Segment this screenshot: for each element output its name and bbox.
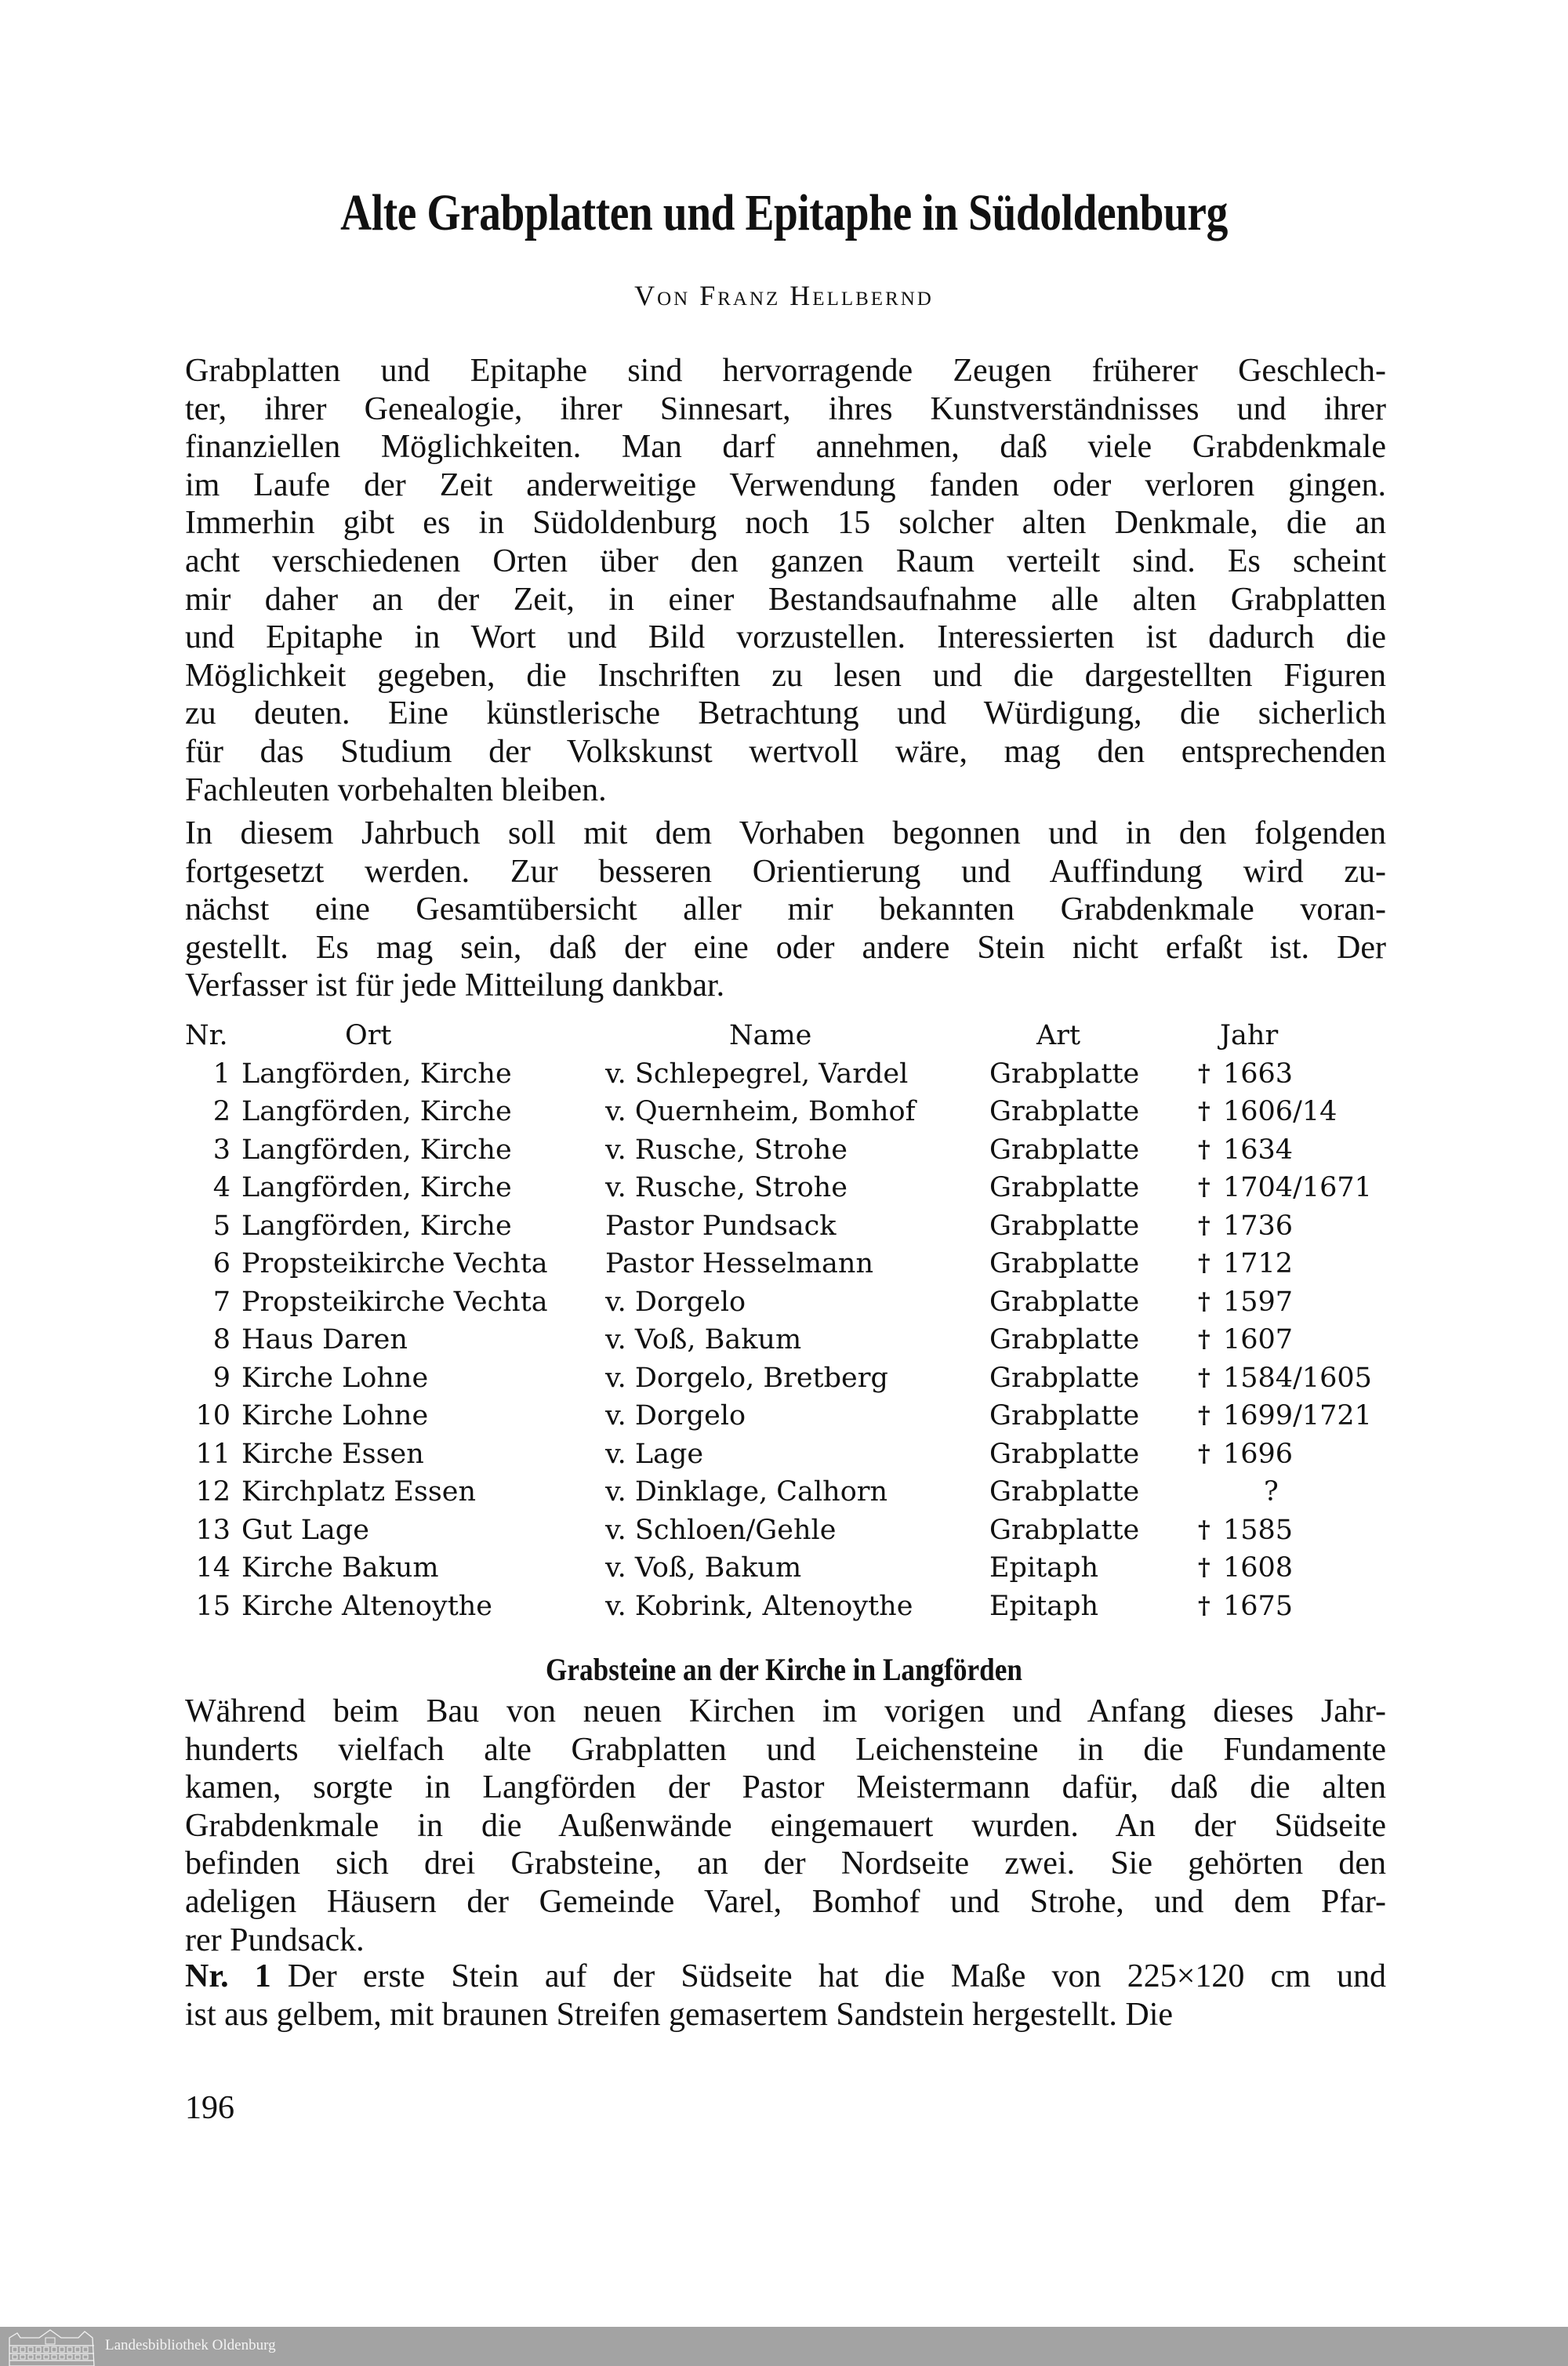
text-line: hunderts vielfach alte Grabplatten und Leichensteine in die Fundamente [185, 1731, 1386, 1768]
footer-library-name: Landesbibliothek Oldenburg [105, 2337, 276, 2353]
cell-jahr: 1663 [1223, 1058, 1294, 1090]
cell-nr: 15 [195, 1590, 230, 1622]
cell-jahr: 1607 [1223, 1324, 1294, 1355]
cell-name: Pastor Hesselmann [605, 1248, 874, 1279]
cell-ort: Langförden, Kirche [241, 1058, 512, 1090]
cell-nr: 6 [212, 1248, 230, 1279]
cell-jahr: ? [1264, 1476, 1279, 1508]
cell-jahr: 1608 [1223, 1552, 1294, 1584]
text-line: Verfasser ist für jede Mitteilung dankbar. [185, 967, 725, 1004]
table-row [185, 1397, 1408, 1435]
death-cross-icon: † [1198, 1174, 1210, 1201]
section-heading: Grabsteine an der Kirche in Langförden [546, 1652, 1022, 1687]
text-line: adeligen Häusern der Gemeinde Varel, Bomhof und Strohe, und dem Pfar- [185, 1883, 1386, 1920]
text-line: Grabplatten und Epitaphe sind hervorragende Zeugen früherer Geschlech- [185, 353, 1386, 389]
text-line: kamen, sorgte in Langförden der Pastor Meistermann dafür, daß die alten [185, 1769, 1386, 1806]
cell-art: Grabplatte [989, 1134, 1140, 1166]
header-ort: Ort [345, 1020, 392, 1051]
death-cross-icon: † [1198, 1250, 1210, 1277]
cell-nr: 5 [212, 1210, 230, 1242]
cell-ort: Kirche Lohne [241, 1400, 429, 1432]
text-line: ist aus gelbem, mit braunen Streifen gemasertem Sandstein hergestellt. Die [185, 1996, 1174, 2033]
death-cross-icon: † [1198, 1402, 1210, 1429]
text-line: In diesem Jahrbuch soll mit dem Vorhaben begonnen und in den folgenden [185, 815, 1386, 851]
text-line: Grabdenkmale in die Außenwände eingemauert wurden. An der Südseite [185, 1807, 1386, 1844]
cell-ort: Gut Lage [241, 1514, 369, 1546]
text-line: fortgesetzt werden. Zur besseren Orientierung und Auffindung wird zu- [185, 853, 1386, 890]
table-row [185, 1169, 1408, 1207]
cell-name: v. Kobrink, Altenoythe [605, 1590, 913, 1622]
cell-art: Grabplatte [989, 1248, 1140, 1279]
cell-name: v. Rusche, Strohe [605, 1134, 848, 1166]
cell-ort: Langförden, Kirche [241, 1134, 512, 1166]
death-cross-icon: † [1198, 1059, 1210, 1087]
cell-jahr: 1699/1721 [1223, 1400, 1372, 1432]
cell-ort: Langförden, Kirche [241, 1172, 512, 1203]
cell-nr: 11 [195, 1438, 230, 1470]
death-cross-icon: † [1198, 1591, 1210, 1620]
cell-name: v. Dinklage, Calhorn [605, 1476, 888, 1508]
cell-ort: Kirche Bakum [241, 1552, 439, 1584]
death-cross-icon: † [1198, 1098, 1210, 1125]
cell-jahr: 1675 [1223, 1590, 1294, 1622]
entry-nr-1-paragraph [185, 1958, 1386, 2034]
cell-jahr: 1584/1605 [1223, 1362, 1372, 1394]
cell-ort: Langförden, Kirche [241, 1096, 512, 1127]
cell-nr: 14 [195, 1552, 230, 1584]
death-cross-icon: † [1198, 1515, 1210, 1544]
cell-jahr: 1696 [1223, 1438, 1294, 1470]
death-cross-icon: † [1198, 1211, 1210, 1239]
cell-name: v. Lage [605, 1438, 704, 1470]
cell-ort: Propsteikirche Vechta [241, 1248, 548, 1279]
table-row [185, 1511, 1408, 1550]
cell-name: v. Dorgelo [605, 1400, 746, 1432]
table-row [185, 1283, 1408, 1322]
cell-jahr: 1736 [1223, 1210, 1294, 1242]
text-line: im Laufe der Zeit anderweitige Verwendung fanden oder verloren gingen. [185, 466, 1386, 503]
cell-art: Grabplatte [989, 1058, 1140, 1090]
table-header-row [185, 1017, 1408, 1055]
cell-ort: Kirche Altenoythe [241, 1590, 493, 1622]
cell-art: Epitaph [989, 1552, 1099, 1584]
cell-ort: Propsteikirche Vechta [241, 1286, 548, 1318]
cell-nr: 10 [195, 1400, 230, 1432]
text-line: und Epitaphe in Wort und Bild vorzustellen. Interessierten ist dadurch die [185, 619, 1386, 656]
cell-name: v. Schlepegrel, Vardel [605, 1058, 909, 1090]
text-line: Während beim Bau von neuen Kirchen im vorigen und Anfang dieses Jahr- [185, 1693, 1386, 1729]
intro-paragraph-1 [185, 352, 1386, 809]
text-line: nächst eine Gesamtübersicht aller mir bekannten Grabdenkmale voran- [185, 891, 1386, 928]
page-number: 196 [185, 2090, 234, 2126]
entry-label: Nr. 1 [185, 1958, 288, 1994]
cell-art: Grabplatte [989, 1096, 1140, 1127]
header-nr: Nr. [185, 1020, 228, 1051]
header-name: Name [729, 1020, 812, 1051]
cell-art: Grabplatte [989, 1514, 1140, 1546]
text-line: gestellt. Es mag sein, daß der eine oder andere Stein nicht erfaßt ist. Der [185, 929, 1386, 966]
monuments-table [185, 1017, 1408, 1625]
death-cross-icon: † [1198, 1326, 1210, 1353]
table-row [185, 1245, 1408, 1283]
text-line: befinden sich drei Grabsteine, an der Nordseite zwei. Sie gehörten den [185, 1845, 1386, 1882]
footer-bar [0, 2327, 1568, 2366]
cell-ort: Kirche Lohne [241, 1362, 429, 1394]
cell-name: Pastor Pundsack [605, 1210, 837, 1242]
cell-jahr: 1712 [1223, 1248, 1294, 1279]
intro-paragraph-2 [185, 815, 1386, 1005]
death-cross-icon: † [1198, 1363, 1210, 1392]
cell-name: v. Schloen/Gehle [605, 1514, 837, 1546]
cell-art: Epitaph [989, 1590, 1099, 1622]
cell-nr: 4 [212, 1172, 230, 1203]
cell-name: v. Voß, Bakum [605, 1324, 802, 1355]
table-row [185, 1207, 1408, 1246]
text-line: Fachleuten vorbehalten bleiben. [185, 771, 607, 808]
cell-nr: 1 [212, 1058, 230, 1090]
cell-art: Grabplatte [989, 1324, 1140, 1355]
table-row [185, 1549, 1408, 1588]
table-row [185, 1588, 1408, 1626]
text-line: Immerhin gibt es in Südoldenburg noch 15 solcher alten Denkmale, die an [185, 505, 1386, 542]
header-jahr: Jahr [1220, 1020, 1279, 1051]
text-line: für das Studium der Volkskunst wertvoll wäre, mag den entsprechenden [185, 733, 1386, 770]
text-line: rer Pundsack. [185, 1921, 365, 1958]
cell-name: v. Voß, Bakum [605, 1552, 802, 1584]
table-row [185, 1093, 1408, 1131]
cell-art: Grabplatte [989, 1172, 1140, 1203]
cell-art: Grabplatte [989, 1210, 1140, 1242]
text-line: Nr. 1 Der erste Stein auf der Südseite hat die Maße von 225×120 cm und [185, 1958, 1387, 1994]
cell-nr: 8 [212, 1324, 230, 1355]
cell-nr: 2 [212, 1096, 230, 1127]
section-paragraph [185, 1693, 1386, 1959]
death-cross-icon: † [1198, 1554, 1210, 1581]
cell-jahr: 1634 [1223, 1134, 1294, 1166]
cell-name: v. Dorgelo, Bretberg [605, 1362, 888, 1394]
cell-ort: Haus Daren [241, 1324, 408, 1355]
text-line: zu deuten. Eine künstlerische Betrachtung und Würdigung, die sicherlich [185, 695, 1386, 732]
cell-ort: Langförden, Kirche [241, 1210, 512, 1242]
table-row [185, 1321, 1408, 1359]
cell-jahr: 1585 [1223, 1514, 1294, 1546]
text-line: Möglichkeit gegeben, die Inschriften zu lesen und die dargestellten Figuren [185, 657, 1386, 694]
table-row [185, 1131, 1408, 1170]
cell-jahr: 1606/14 [1223, 1096, 1338, 1127]
cell-jahr: 1597 [1223, 1286, 1294, 1318]
cell-name: v. Dorgelo [605, 1286, 746, 1318]
cell-art: Grabplatte [989, 1438, 1140, 1470]
library-building-icon [6, 2328, 97, 2366]
cell-jahr: 1704/1671 [1223, 1172, 1372, 1203]
header-art: Art [1036, 1020, 1081, 1051]
text-line: mir daher an der Zeit, in einer Bestandsaufnahme alle alten Grabplatten [185, 581, 1386, 618]
cell-art: Grabplatte [989, 1400, 1140, 1432]
table-row [185, 1473, 1408, 1511]
table-row [185, 1435, 1408, 1474]
cell-art: Grabplatte [989, 1362, 1140, 1394]
text-line: ter, ihrer Genealogie, ihrer Sinnesart, ihres Kunstverständnisses und ihrer [185, 390, 1386, 427]
article-author: Von Franz Hellbernd [634, 280, 934, 311]
cell-name: v. Quernheim, Bomhof [605, 1096, 916, 1127]
cell-nr: 7 [212, 1286, 230, 1318]
text-line: finanziellen Möglichkeiten. Man darf annehmen, daß viele Grabdenkmale [185, 429, 1386, 466]
death-cross-icon: † [1198, 1287, 1210, 1315]
cell-nr: 12 [195, 1476, 230, 1508]
cell-nr: 13 [195, 1514, 230, 1546]
cell-art: Grabplatte [989, 1286, 1140, 1318]
death-cross-icon: † [1198, 1135, 1210, 1163]
article-title: Alte Grabplatten und Epitaphe in Südoldenburg [340, 184, 1228, 241]
table-row [185, 1359, 1408, 1398]
cell-art: Grabplatte [989, 1476, 1140, 1508]
table-row [185, 1055, 1408, 1094]
table-body [185, 1055, 1408, 1626]
cell-ort: Kirche Essen [241, 1438, 424, 1470]
text-line: acht verschiedenen Orten über den ganzen Raum verteilt sind. Es scheint [185, 543, 1386, 579]
cell-nr: 3 [212, 1134, 230, 1166]
death-cross-icon: † [1198, 1439, 1210, 1468]
cell-ort: Kirchplatz Essen [241, 1476, 477, 1508]
cell-nr: 9 [212, 1362, 230, 1394]
cell-name: v. Rusche, Strohe [605, 1172, 848, 1203]
